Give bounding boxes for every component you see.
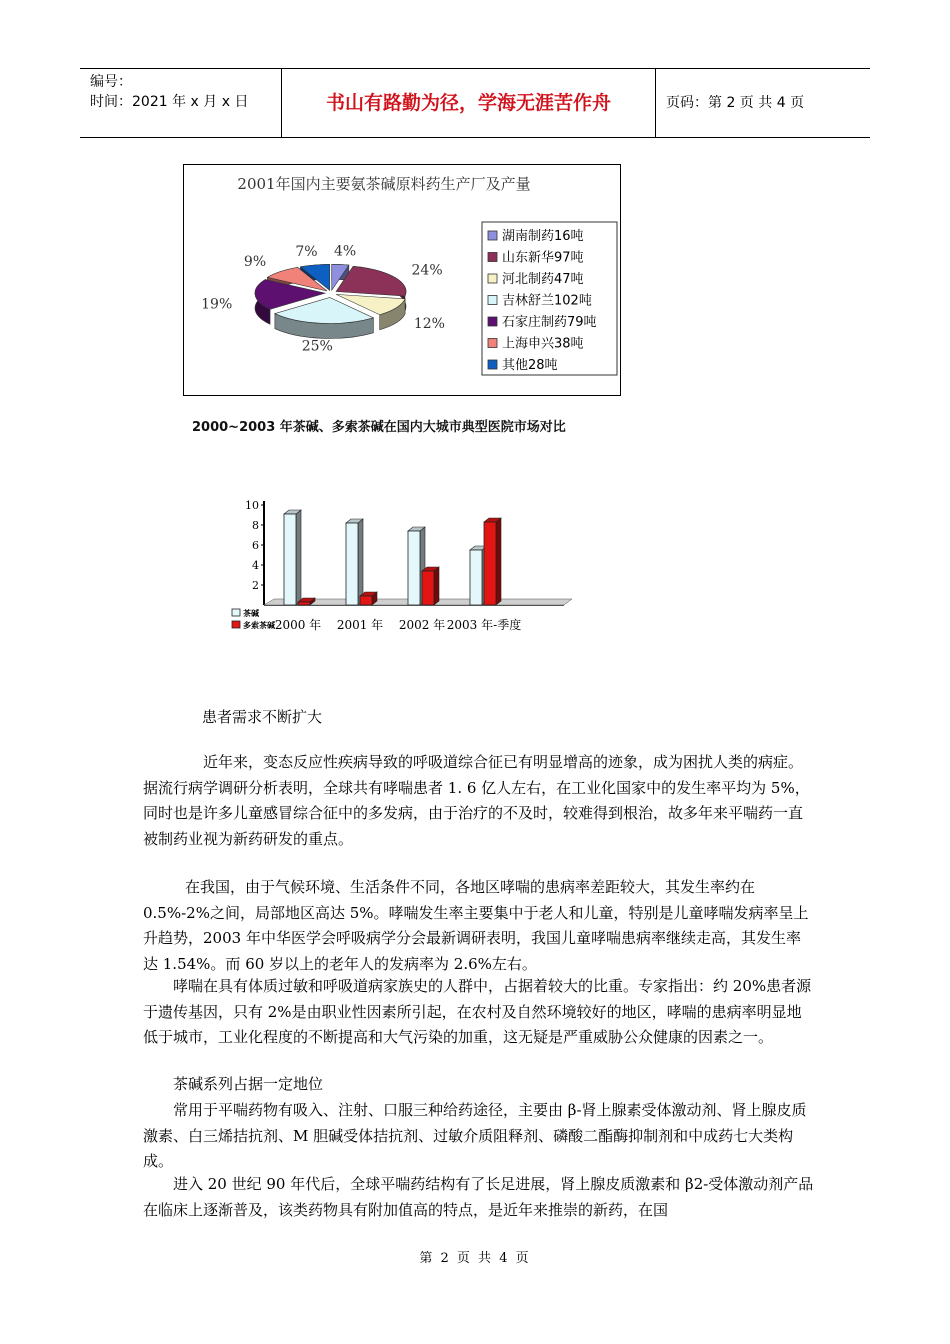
legend-entry: 山东新华97吨 [502,250,584,266]
legend-swatch [488,253,497,262]
page-header [80,68,870,138]
bar-legend-swatch [232,621,240,628]
legend-entry: 河北制药47吨 [502,272,584,287]
y-tick-label: 10 [245,499,259,512]
pie-percent-label: 19% [201,296,233,313]
header-meta [80,69,282,137]
paragraph-2: 在我国，由于气候环境、生活条件不同，各地区哮喘的患病率差距较大，其发生率约在 0.5%-2%之间，局部地区高达 5%。哮喘发生率主要集中于老人和儿童，特别是儿童哮喘发病率呈上升趋势，2003 年中华医学会呼吸病学分会最新调研表明，我国儿童哮喘患病率继续走高，其发生率达 1.54%。而 60 岁以上的老年人的发病率为 2.6%左右。 [143,878,809,973]
bar-legend-entry: 茶碱 [243,609,259,618]
paragraph-5: 进入 20 世纪 90 年代后，全球平喘药结构有了长足进展，肾上腺皮质激素和 β2-受体激动剂产品在临床上逐渐普及，该类药物具有附加值高的特点，是近年来推崇的新药，在国 [143,1175,814,1219]
bar-theophylline [408,531,420,605]
pie-percent-label: 4% [333,243,357,260]
bar-side [434,567,439,605]
bar-side [496,518,501,605]
y-tick-label: 2 [252,579,259,592]
bar-doxofylline [422,571,434,605]
page-footer: 第 2 页 共 4 页 [419,1251,531,1266]
bar-theophylline [346,523,358,605]
x-category-label: 2000 年 [274,618,322,632]
paragraph-3: 哮喘在具有体质过敏和呼吸道病家族史的人群中，占据着较大的比重。专家指出：约 20%患者源于遗传基因，只有 2%是由职业性因素所引起，在农村及自然环境较好的地区，哮喘的患病率明显地低于城市，工业化程度的不断提高和大气污染的加重，这无疑是严重威胁公众健康的因素之一。 [143,977,812,1046]
y-tick-label: 8 [252,519,259,532]
bar-legend-entry: 多索茶碱 [243,621,275,630]
section-heading-demand: 患者需求不断扩大 [202,708,323,726]
legend-entry: 湖南制药16吨 [502,229,584,244]
y-tick-label: 6 [252,539,259,552]
header-page-label: 页码：第 2 页 共 4 页 [666,95,805,111]
pie-chart [184,165,620,395]
bar-title-text: 2000~2003 年茶碱、多索茶碱在国内大城市典型医院市场对比 [192,420,566,435]
legend-entry: 其他28吨 [502,358,558,373]
bar-theophylline [284,514,296,605]
pie-legend [482,222,617,375]
x-category-label: 2002 年 [398,618,446,632]
pie-percent-label: 25% [301,338,333,355]
pie-percent-label: 7% [295,244,318,261]
pie-percent-label: 12% [413,315,445,332]
pie-title: 2001年国内主要氨茶碱原料药生产厂及产量 [237,175,531,193]
pie-chart-box [183,164,621,396]
legend-swatch [488,274,497,283]
legend-entry: 石家庄制药79吨 [502,315,597,330]
pie-percent-label: 24% [411,262,443,279]
legend-swatch [488,317,497,326]
x-category-label: 2001 年 [336,618,384,632]
bar-theophylline [470,550,482,605]
bar-chart-svg [222,495,572,640]
legend-swatch [488,360,497,369]
x-category-label: 2003 年-季度 [446,618,522,632]
bar-doxofylline [298,602,310,605]
doc-number-label: 编号： [90,74,132,90]
section-heading-theophylline: 茶碱系列占据一定地位 [173,1075,324,1093]
doc-date-label: 时间：2021 年 x 月 x 日 [90,94,249,110]
legend-entry: 吉林舒兰102吨 [502,293,592,309]
y-tick-label: 4 [252,559,259,572]
legend-entry: 上海申兴38吨 [502,336,584,352]
pie-percent-label: 9% [243,253,267,270]
legend-swatch [488,296,497,305]
legend-swatch [488,231,497,240]
bar-doxofylline [360,596,372,605]
bar-side [358,519,363,605]
bar-chart [222,495,572,640]
bar-chart-title [192,418,612,438]
bar-side [296,510,301,605]
legend-swatch [488,339,497,348]
bar-doxofylline [484,522,496,605]
bar-legend-swatch [232,609,240,616]
paragraph-1: 近年来，变态反应性疾病导致的呼吸道综合征已有明显增高的迹象，成为困扰人类的病症。据流行病学调研分析表明，全球共有哮喘患者 1. 6 亿人左右，在工业化国家中的发生率平均为 5%，同时也是许多儿童感冒综合征中的多发病，由于治疗的不及时，较难得到根治，故多年来平喘药一直被制药业视为新药研发的重点。 [143,753,810,848]
paragraph-4: 常用于平喘药物有吸入、注射、口服三种给药途径，主要由 β-肾上腺素受体激动剂、肾上腺皮质激素、白三烯拮抗剂、M 胆碱受体拮抗剂、过敏介质阻释剂、磷酸二酯酶抑制剂和中成药七大类构成。 [143,1101,807,1170]
header-motto: 书山有路勤为径，学海无涯苦作舟 [282,69,656,137]
